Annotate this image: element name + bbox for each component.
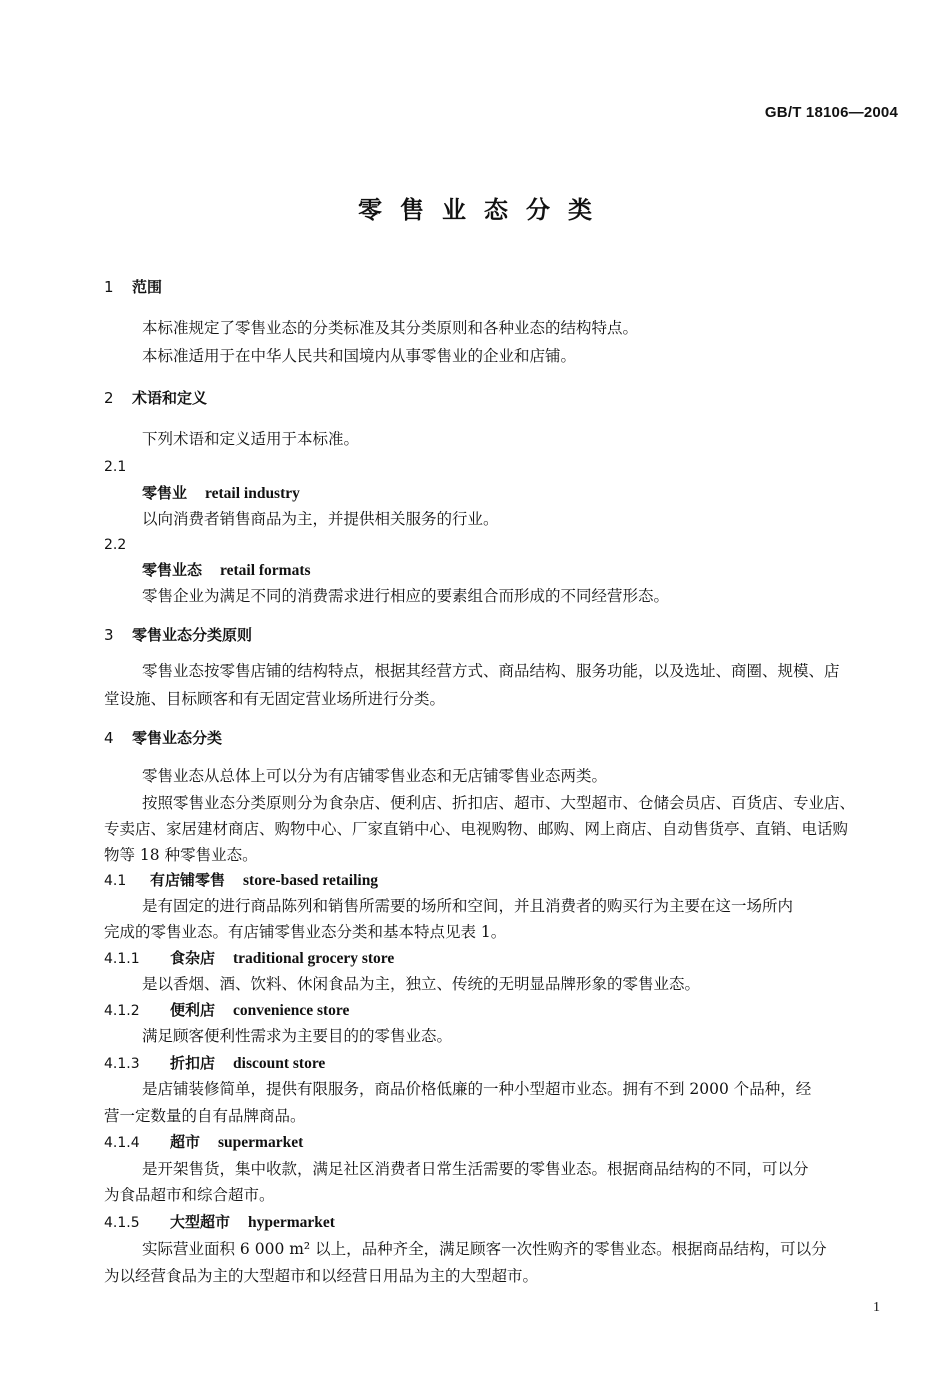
term-entry [142, 560, 311, 581]
standard-code: GB/T 18106—2004 [764, 104, 898, 121]
subsection-title-chinese: 食杂店 [170, 949, 216, 967]
page-number: 1 [873, 1300, 880, 1315]
paragraph-line: 是有固定的进行商品陈列和销售所需要的场所和空间，并且消费者的购买行为主要在这一场所内 [142, 897, 794, 915]
paragraph-line: 零售业态按零售店铺的结构特点，根据其经营方式、商品结构、服务功能，以及选址、商圈、规模、店 [142, 662, 840, 680]
subsection-4-1-3-heading [104, 1053, 325, 1074]
paragraph-line: 是以香烟、酒、饮料、休闲食品为主，独立、传统的无明显品牌形象的零售业态。 [142, 975, 701, 993]
section-title: 范围 [132, 278, 163, 296]
paragraph: 本标准适用于在中华人民共和国境内从事零售业的企业和店铺。 [142, 347, 577, 365]
term-english: retail formats [220, 562, 311, 579]
subsection-4-1-5-heading [104, 1212, 335, 1233]
subsection-title-english: discount store [233, 1055, 326, 1072]
term-english: retail industry [205, 485, 300, 502]
paragraph: 零售业态从总体上可以分为有店铺零售业态和无店铺零售业态两类。 [142, 767, 608, 785]
subsection-number: 4.1 [104, 873, 127, 889]
section-number: 3 [104, 626, 114, 644]
subsection-number: 4.1.3 [104, 1056, 140, 1072]
clause-number: 2.1 [104, 459, 127, 475]
subsection-title-chinese: 便利店 [170, 1001, 216, 1019]
subsection-title-chinese: 大型超市 [170, 1213, 231, 1231]
paragraph-line: 实际营业面积 6 000 m² 以上，品种齐全，满足顾客一次性购齐的零售业态。根据商品结构，可以分 [142, 1240, 827, 1258]
section-title: 零售业态分类原则 [132, 626, 253, 644]
document-title: 零售业态分类 [358, 196, 610, 224]
subsection-4-1-1-heading [104, 948, 394, 969]
subsection-title-english: store-based retailing [243, 872, 379, 889]
term-entry [142, 483, 300, 504]
paragraph-line: 是店铺装修简单，提供有限服务，商品价格低廉的一种小型超市业态。拥有不到 2000 个品种，经 [142, 1080, 812, 1098]
subsection-title-chinese: 折扣店 [170, 1054, 216, 1072]
subsection-title-english: traditional grocery store [233, 950, 395, 967]
section-2-heading [104, 388, 207, 408]
section-4-heading [104, 728, 222, 748]
paragraph-line: 满足顾客便利性需求为主要目的的零售业态。 [142, 1027, 453, 1045]
subsection-title-chinese: 有店铺零售 [150, 871, 226, 889]
subsection-title-english: supermarket [218, 1134, 304, 1151]
paragraph-line: 为食品超市和综合超市。 [104, 1186, 275, 1204]
subsection-number: 4.1.5 [104, 1215, 140, 1231]
paragraph-line: 按照零售业态分类原则分为食杂店、便利店、折扣店、超市、大型超市、仓储会员店、百货店、专业店、 [142, 794, 856, 812]
subsection-4-1-heading [104, 870, 378, 891]
term-definition: 以向消费者销售商品为主，并提供相关服务的行业。 [142, 510, 499, 528]
subsection-number: 4.1.2 [104, 1003, 140, 1019]
paragraph: 下列术语和定义适用于本标准。 [142, 430, 360, 448]
paragraph-line: 营一定数量的自有品牌商品。 [104, 1107, 306, 1125]
subsection-title-english: hypermarket [248, 1214, 335, 1231]
paragraph-line: 是开架售货，集中收款，满足社区消费者日常生活需要的零售业态。根据商品结构的不同，可以分 [142, 1160, 809, 1178]
subsection-title-chinese: 超市 [170, 1133, 201, 1151]
subsection-number: 4.1.4 [104, 1135, 140, 1151]
subsection-title-english: convenience store [233, 1002, 350, 1019]
paragraph-line: 专卖店、家居建材商店、购物中心、厂家直销中心、电视购物、邮购、网上商店、自动售货亭、直销、电话购 [104, 820, 849, 838]
section-number: 1 [104, 278, 114, 296]
paragraph-line: 完成的零售业态。有店铺零售业态分类和基本特点见表 1。 [104, 923, 507, 941]
section-title: 零售业态分类 [132, 729, 223, 747]
section-number: 2 [104, 389, 114, 407]
paragraph-line: 堂设施、目标顾客和有无固定营业场所进行分类。 [104, 690, 446, 708]
section-number: 4 [104, 729, 114, 747]
section-title: 术语和定义 [132, 389, 208, 407]
term-definition: 零售企业为满足不同的消费需求进行相应的要素组合而形成的不同经营形态。 [142, 587, 670, 605]
term-chinese: 零售业 [142, 484, 188, 502]
subsection-4-1-2-heading [104, 1000, 349, 1021]
subsection-number: 4.1.1 [104, 951, 140, 967]
section-3-heading [104, 625, 252, 645]
clause-number: 2.2 [104, 537, 127, 553]
paragraph: 本标准规定了零售业态的分类标准及其分类原则和各种业态的结构特点。 [142, 319, 639, 337]
paragraph-line: 为以经营食品为主的大型超市和以经营日用品为主的大型超市。 [104, 1267, 539, 1285]
subsection-4-1-4-heading [104, 1132, 303, 1153]
term-chinese: 零售业态 [142, 561, 203, 579]
paragraph-line: 物等 18 种零售业态。 [104, 846, 258, 864]
section-1-heading [104, 277, 162, 297]
